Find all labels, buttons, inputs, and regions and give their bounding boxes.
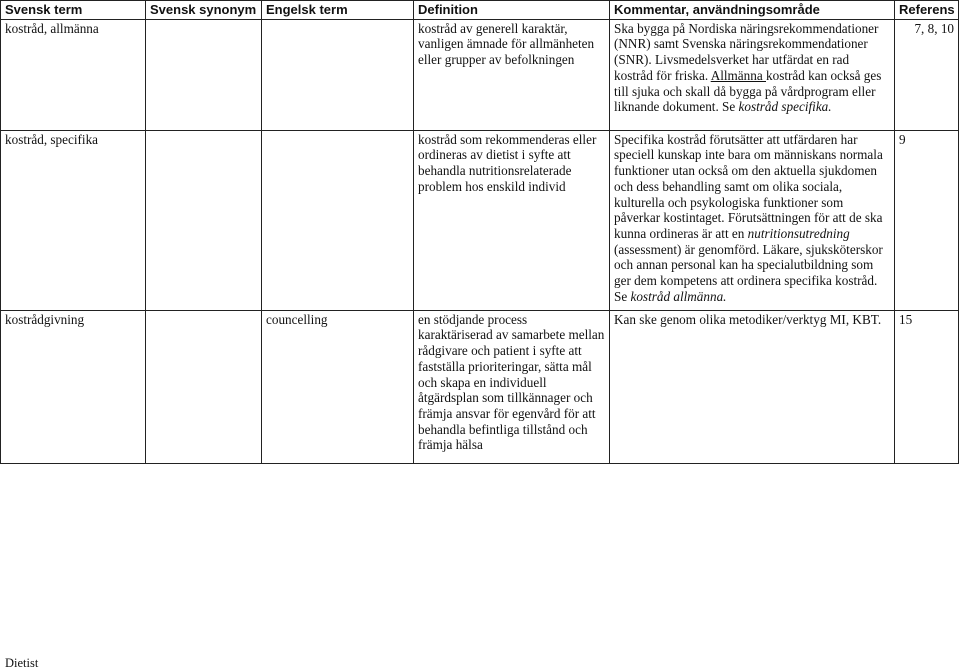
cell-kommentar [610,19,895,130]
kommentar-reference-link: kostråd specifika. [738,99,832,115]
kommentar-text: Ska bygga på Nordiska näringsrekommendationer (NNR) samt Svenska näringsrekommendationer (SNR). Livsmedelsverket har utfärdat en rad kostråd för friska. [614,20,879,83]
table-row [1,310,959,463]
header-definition: Definition [414,1,610,20]
cell-definition: en stödjande process karaktäriserad av samarbete mellan rådgivare och patient i syfte att fastställa prioriteringar, sätta mål och skapa en individuell åtgärdsplan som tillkännager och främja ansvar för egenvård för att behandla befintliga tillstånd och främja hälsa [414,310,610,463]
kommentar-underlined: Allmänna [710,67,766,83]
cell-engelsk-term [262,19,414,130]
cell-svensk-term: kostråd, specifika [1,130,146,310]
kommentar-text: Kan ske genom olika metodiker/verktyg MI, KBT. [614,311,882,327]
cell-definition: kostråd av generell karaktär, vanligen ämnade för allmänheten eller grupper av befolkningen [414,19,610,130]
header-engelsk-term: Engelsk term [262,1,414,20]
cell-referens: 15 [895,310,959,463]
cell-kommentar [610,310,895,463]
kommentar-text: Specifika kostråd förutsätter att utfärdaren har speciell kunskap inte bara om människans normala funktioner utan också om den aktuella sjukdomen och dess behandling samt om olika sociala, kulturella och psykologiska funktioner som påverkar kostintaget. Förutsättningen för att de ska kunna ordineras är att en [614,131,883,241]
cell-kommentar [610,130,895,310]
table-row [1,19,959,130]
cell-engelsk-term: councelling [262,310,414,463]
header-referens: Referens [895,1,959,20]
kommentar-reference-link: kostråd allmänna. [630,288,727,304]
table-row [1,130,959,310]
cell-svensk-synonym [146,19,262,130]
kommentar-italic-term: nutritionsutredning [747,225,850,241]
header-kommentar: Kommentar, användningsområde [610,1,895,20]
cell-svensk-synonym [146,130,262,310]
cell-definition: kostråd som rekommenderas eller ordineras av dietist i syfte att behandla nutritionsrelaterade problem hos enskild individ [414,130,610,310]
cell-svensk-term: kostrådgivning [1,310,146,463]
header-row [1,1,959,20]
cell-svensk-term: kostråd, allmänna [1,19,146,130]
cell-referens: 7, 8, 10 [895,19,959,130]
kommentar-text: (assessment) är genomförd. Läkare, sjuksköterskor och annan personal kan ha specialutbildning som ger dem kompetens att ordinera specifika kostråd. Se [614,241,883,304]
kommentar-text: kostråd kan också ges till sjuka och skall då bygga på vårdprogram eller liknande dokument. Se [614,67,882,115]
page-footer: Dietist [5,656,39,670]
header-svensk-synonym: Svensk synonym [146,1,262,20]
cell-engelsk-term [262,130,414,310]
cell-referens: 9 [895,130,959,310]
header-svensk-term: Svensk term [1,1,146,20]
cell-svensk-synonym [146,310,262,463]
